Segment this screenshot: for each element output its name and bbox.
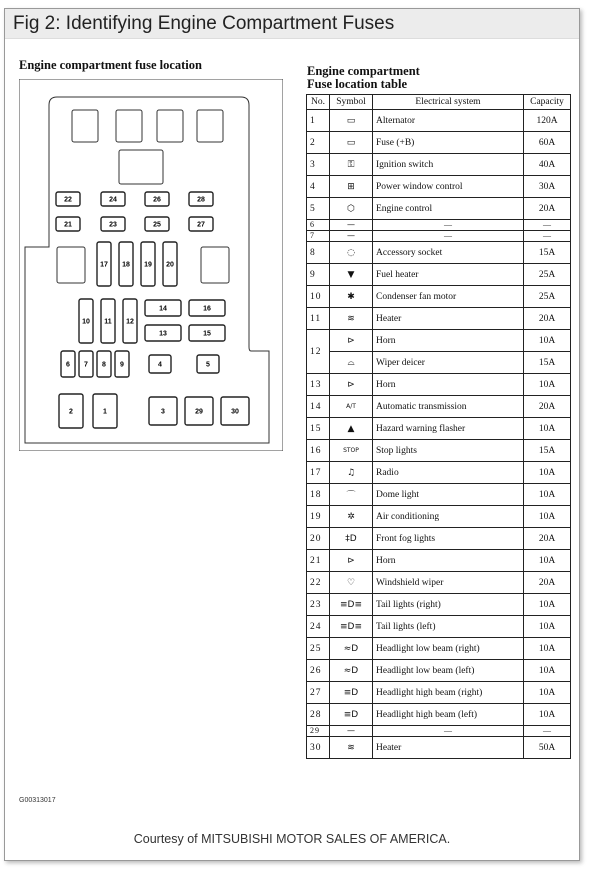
fuse-label: 5 (206, 361, 210, 369)
table-row (307, 198, 571, 220)
table-row (307, 660, 571, 682)
electrical-system: Condenser fan motor (373, 286, 524, 308)
capacity: 20A (524, 198, 571, 220)
column-header-capacity: Capacity (524, 95, 571, 110)
capacity: 10A (524, 418, 571, 440)
electrical-system: Fuse (+B) (373, 132, 524, 154)
electrical-system: Headlight high beam (right) (373, 682, 524, 704)
column-header-no: No. (307, 95, 330, 110)
fuse-label: 29 (195, 408, 203, 416)
highbeam-icon: ≡D (330, 704, 373, 726)
table-header-row (307, 95, 571, 110)
fuse-number: 25 (307, 638, 330, 660)
electrical-system: Horn (373, 374, 524, 396)
capacity: — (524, 726, 571, 737)
wiper-icon: ♡ (330, 572, 373, 594)
capacity: 10A (524, 704, 571, 726)
table-row (307, 506, 571, 528)
electrical-system: Power window control (373, 176, 524, 198)
fuse-label: 11 (104, 318, 112, 326)
lowbeam-icon: ≈D (330, 638, 373, 660)
fuse-slot (197, 355, 219, 373)
table-row (307, 220, 571, 231)
fuse-box-diagram (19, 79, 283, 451)
electrical-system: Headlight low beam (left) (373, 660, 524, 682)
fuse-slot (141, 242, 155, 286)
electrical-system: Headlight low beam (right) (373, 638, 524, 660)
fuse-number: 22 (307, 572, 330, 594)
table-row (307, 132, 571, 154)
fuse-number: 21 (307, 550, 330, 572)
fuse-label: 21 (64, 221, 72, 229)
table-row (307, 231, 571, 242)
table-row (307, 176, 571, 198)
fuse-slot (56, 217, 80, 231)
table-row (307, 462, 571, 484)
fuse-number: 4 (307, 176, 330, 198)
capacity: 50A (524, 737, 571, 759)
table-row (307, 572, 571, 594)
fuse-slot (101, 299, 115, 343)
fuse-label: 22 (64, 196, 72, 204)
electrical-system: Engine control (373, 198, 524, 220)
electrical-system: Heater (373, 737, 524, 759)
credit-line: Courtesy of MITSUBISHI MOTOR SALES OF AMERICA. (133, 832, 451, 846)
fan-icon: ✱ (330, 286, 373, 308)
table-row (307, 550, 571, 572)
capacity: 20A (524, 396, 571, 418)
fuse-label: 1 (103, 408, 107, 416)
table-row (307, 726, 571, 737)
electrical-system: Accessory socket (373, 242, 524, 264)
fuse-slot (189, 192, 213, 206)
battery-icon: ▭ (330, 110, 373, 132)
socket-icon: ◌ (330, 242, 373, 264)
capacity: 25A (524, 286, 571, 308)
fuse-number: 9 (307, 264, 330, 286)
column-header-symbol: Symbol (330, 95, 373, 110)
capacity: 10A (524, 506, 571, 528)
fuse-slot (149, 397, 177, 425)
table-row (307, 638, 571, 660)
capacity: 25A (524, 264, 571, 286)
capacity: 10A (524, 660, 571, 682)
engine-icon: ⬡ (330, 198, 373, 220)
fuse-label: 28 (197, 196, 205, 204)
electrical-system: Dome light (373, 484, 524, 506)
fuse-number: 30 (307, 737, 330, 759)
table-row (307, 418, 571, 440)
fuse-label: 24 (109, 196, 117, 204)
fuse-slot (145, 325, 181, 341)
fuse-slot (189, 300, 225, 316)
fuse-slot (145, 192, 169, 206)
fuse-label: 2 (69, 408, 73, 416)
capacity: — (524, 231, 571, 242)
figure-frame (4, 8, 580, 861)
fuse-slot (56, 192, 80, 206)
electrical-system: Horn (373, 550, 524, 572)
symbol-text: A/T (330, 396, 373, 418)
fuse-label: 17 (100, 261, 108, 269)
fuse-location-heading: Engine compartment fuse location (19, 58, 202, 72)
image-code: G00313017 (19, 797, 56, 804)
dome-icon: ⌒ (330, 484, 373, 506)
fuse-slot (119, 242, 133, 286)
fuse-slot (221, 397, 249, 425)
fuse-slot (189, 325, 225, 341)
symbol-text: — (330, 220, 373, 231)
fuse-number: 11 (307, 308, 330, 330)
fuse-number: 1 (307, 110, 330, 132)
capacity: 10A (524, 374, 571, 396)
fuse-slot (185, 397, 213, 425)
electrical-system: — (373, 231, 524, 242)
fuse-label: 4 (158, 361, 162, 369)
fuse-number: 10 (307, 286, 330, 308)
electrical-system: Alternator (373, 110, 524, 132)
fuse-label: 16 (203, 305, 211, 313)
fuse-label: 18 (122, 261, 130, 269)
fuse-number: 23 (307, 594, 330, 616)
electrical-system: Hazard warning flasher (373, 418, 524, 440)
fuse-number: 8 (307, 242, 330, 264)
fuse-number: 12 (307, 330, 330, 374)
table-row (307, 704, 571, 726)
fuse-label: 3 (161, 408, 165, 416)
table-row (307, 374, 571, 396)
electrical-system: Horn (373, 330, 524, 352)
lowbeam-icon: ≈D (330, 660, 373, 682)
fuse-slot (97, 351, 111, 377)
fuse-number: 6 (307, 220, 330, 231)
table-row (307, 737, 571, 759)
table-row (307, 682, 571, 704)
fuse-label: 19 (144, 261, 152, 269)
table-row (307, 110, 571, 132)
fuse-table-heading-line2: Fuse location table (307, 77, 407, 91)
fuse-slot (93, 394, 117, 428)
electrical-system: Fuel heater (373, 264, 524, 286)
fuse-table-heading-line1: Engine compartment (307, 64, 420, 78)
capacity: 10A (524, 638, 571, 660)
table-row (307, 616, 571, 638)
fuse-number: 16 (307, 440, 330, 462)
column-header-system: Electrical system (373, 95, 524, 110)
table-row (307, 154, 571, 176)
fuse-number: 20 (307, 528, 330, 550)
fuse-number: 26 (307, 660, 330, 682)
electrical-system: Ignition switch (373, 154, 524, 176)
capacity: 10A (524, 484, 571, 506)
table-row (307, 440, 571, 462)
capacity: 15A (524, 242, 571, 264)
table-row (307, 330, 571, 352)
symbol-text: — (330, 726, 373, 737)
capacity: 10A (524, 682, 571, 704)
capacity: 60A (524, 132, 571, 154)
key-icon: ⚿ (330, 154, 373, 176)
electrical-system: Windshield wiper (373, 572, 524, 594)
fuse-label: 25 (153, 221, 161, 229)
fuse-slot (61, 351, 75, 377)
symbol-text: — (330, 231, 373, 242)
fuse-number: 28 (307, 704, 330, 726)
table-row (307, 286, 571, 308)
fuse-label: 30 (231, 408, 239, 416)
symbol-text: STOP (330, 440, 373, 462)
fuse-slot (79, 351, 93, 377)
table-row (307, 242, 571, 264)
taillight-icon: ≡D≡ (330, 616, 373, 638)
fuse-label: 10 (82, 318, 90, 326)
capacity: 15A (524, 352, 571, 374)
fuse-label: 14 (159, 305, 167, 313)
fuse-number: 13 (307, 374, 330, 396)
battery-icon: ▭ (330, 132, 373, 154)
fuse-label: 26 (153, 196, 161, 204)
horn-icon: ⊳ (330, 550, 373, 572)
music-icon: ♫ (330, 462, 373, 484)
taillight-icon: ≡D≡ (330, 594, 373, 616)
horn-icon: ⊳ (330, 330, 373, 352)
electrical-system: Tail lights (left) (373, 616, 524, 638)
heater-icon: ≋ (330, 308, 373, 330)
fuel-icon: ▼ (330, 264, 373, 286)
fuse-number: 27 (307, 682, 330, 704)
fuse-table-heading (307, 65, 420, 91)
fuse-number: 19 (307, 506, 330, 528)
foglight-icon: ‡D (330, 528, 373, 550)
fuse-slot (145, 217, 169, 231)
window-icon: ⊞ (330, 176, 373, 198)
heater-icon: ≋ (330, 737, 373, 759)
fuse-number: 2 (307, 132, 330, 154)
figure-title: Fig 2: Identifying Engine Compartment Fuses (5, 9, 579, 39)
fuse-number: 5 (307, 198, 330, 220)
fuse-label: 27 (197, 221, 205, 229)
electrical-system: Headlight high beam (left) (373, 704, 524, 726)
fuse-slot (101, 217, 125, 231)
fuse-number: 15 (307, 418, 330, 440)
fuse-slot (115, 351, 129, 377)
electrical-system: Heater (373, 308, 524, 330)
table-row (307, 528, 571, 550)
capacity: 20A (524, 528, 571, 550)
capacity: 120A (524, 110, 571, 132)
fuse-slot (97, 242, 111, 286)
electrical-system: Air conditioning (373, 506, 524, 528)
hazard-icon: ▲ (330, 418, 373, 440)
horn-icon: ⊳ (330, 374, 373, 396)
fuse-label: 8 (102, 361, 106, 369)
electrical-system: Automatic transmission (373, 396, 524, 418)
table-row (307, 396, 571, 418)
capacity: — (524, 220, 571, 231)
deicer-icon: ⌓ (330, 352, 373, 374)
table-row (307, 352, 571, 374)
capacity: 20A (524, 308, 571, 330)
table-row (307, 594, 571, 616)
capacity: 10A (524, 330, 571, 352)
capacity: 30A (524, 176, 571, 198)
fuse-number: 29 (307, 726, 330, 737)
electrical-system: Tail lights (right) (373, 594, 524, 616)
fuse-label: 13 (159, 330, 167, 338)
fuse-location-table (306, 94, 571, 759)
capacity: 10A (524, 550, 571, 572)
highbeam-icon: ≡D (330, 682, 373, 704)
fuse-label: 6 (66, 361, 70, 369)
fuse-slot (59, 394, 83, 428)
capacity: 15A (524, 440, 571, 462)
fuse-label: 9 (120, 361, 124, 369)
electrical-system: Stop lights (373, 440, 524, 462)
capacity: 10A (524, 462, 571, 484)
fuse-number: 14 (307, 396, 330, 418)
table-row (307, 308, 571, 330)
fuse-label: 15 (203, 330, 211, 338)
capacity: 20A (524, 572, 571, 594)
fuse-slot (163, 242, 177, 286)
fuse-slot (145, 300, 181, 316)
fuse-slot (101, 192, 125, 206)
fuse-label: 23 (109, 221, 117, 229)
table-row (307, 264, 571, 286)
ac-icon: ✲ (330, 506, 373, 528)
fuse-number: 24 (307, 616, 330, 638)
fuse-slot (149, 355, 171, 373)
fuse-slot (79, 299, 93, 343)
electrical-system: Wiper deicer (373, 352, 524, 374)
fuse-label: 7 (84, 361, 88, 369)
electrical-system: — (373, 220, 524, 231)
electrical-system: Front fog lights (373, 528, 524, 550)
fuse-slot (189, 217, 213, 231)
fuse-number: 17 (307, 462, 330, 484)
fuse-number: 18 (307, 484, 330, 506)
fuse-label: 20 (166, 261, 174, 269)
capacity: 40A (524, 154, 571, 176)
fuse-number: 7 (307, 231, 330, 242)
electrical-system: — (373, 726, 524, 737)
table-row (307, 484, 571, 506)
fuse-slot (123, 299, 137, 343)
electrical-system: Radio (373, 462, 524, 484)
fuse-label: 12 (126, 318, 134, 326)
capacity: 10A (524, 616, 571, 638)
fuse-number: 3 (307, 154, 330, 176)
capacity: 10A (524, 594, 571, 616)
